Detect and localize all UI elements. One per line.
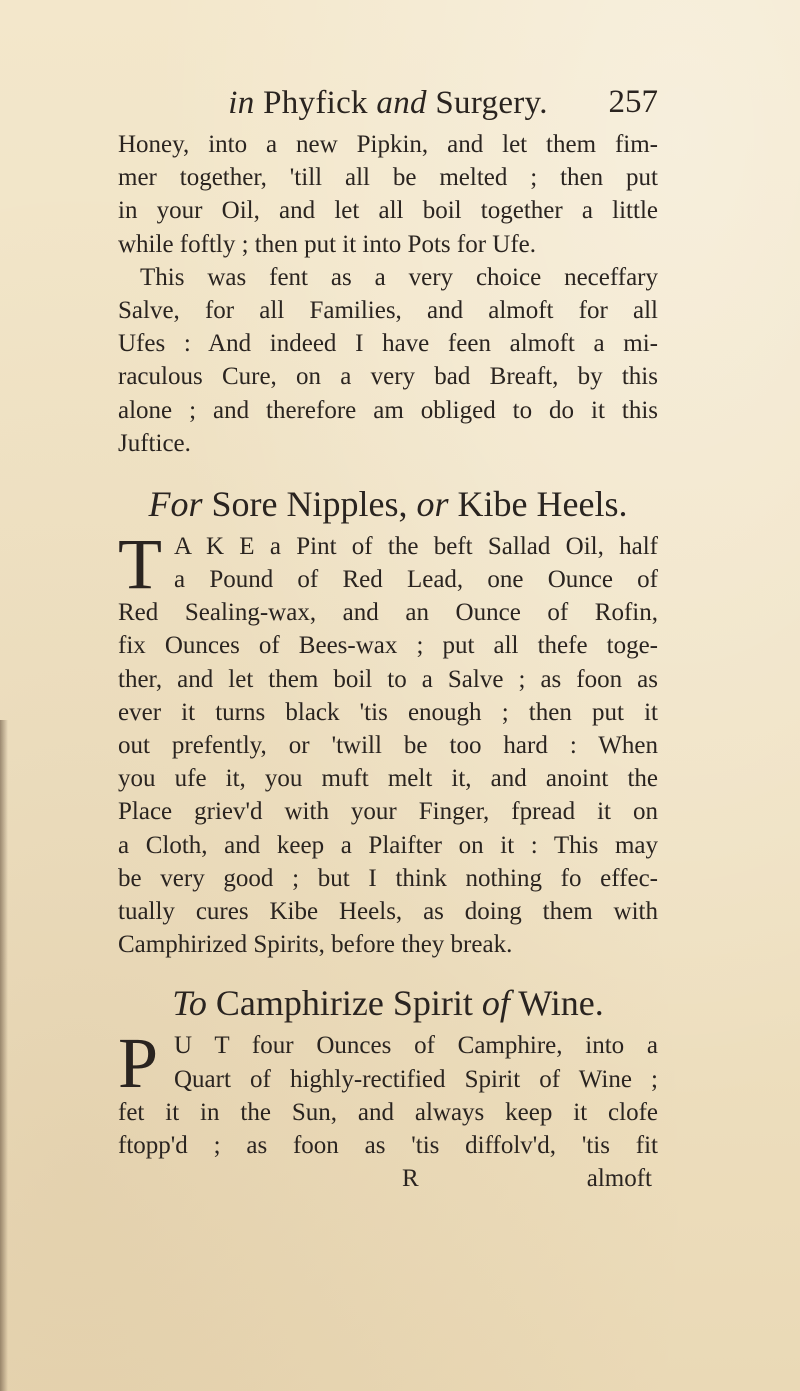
- text-line: A K E a Pint of the beft Sallad Oil, half: [174, 532, 658, 560]
- heading-to: To: [172, 983, 207, 1024]
- page-footer: [118, 1162, 658, 1195]
- section-heading-sore-nipples: [118, 482, 658, 526]
- catchword: almoft: [586, 1165, 652, 1193]
- heading-camphirize-spirit: Camphirize Spirit: [215, 983, 473, 1024]
- heading-wine: Wine.: [518, 983, 604, 1024]
- text-line: fix Ounces of Bees-wax ; put all thefe toge-: [118, 632, 658, 660]
- page-number: 257: [608, 84, 658, 120]
- text-line: Salve, for all Families, and almoft for all: [118, 296, 658, 324]
- running-title-and: and: [376, 85, 427, 121]
- running-title-in: in: [228, 85, 255, 121]
- text-line: alone ; and therefore am obliged to do it this: [118, 396, 658, 424]
- text-line: while foftly ; then put it into Pots for Ufe.: [118, 230, 537, 258]
- text-line: Juftice.: [118, 429, 191, 457]
- text-line: Quart of highly-rectified Spirit of Wine ;: [174, 1065, 658, 1093]
- text-line: This was fent as a very choice neceffary: [140, 263, 658, 291]
- text-line: out prefently, or 'twill be too hard : When: [118, 732, 658, 759]
- drop-cap: T: [118, 523, 162, 604]
- text-line: ther, and let them boil to a Salve ; as foon as: [118, 665, 658, 693]
- running-title-surgery: Surgery.: [435, 85, 548, 121]
- text-line: in your Oil, and let all boil together a little: [118, 197, 658, 225]
- paragraph-salve-note: [118, 261, 658, 460]
- heading-for: For: [148, 483, 203, 524]
- heading-sore-nipples: Sore Nipples,: [211, 483, 408, 524]
- page-edge-shadow: [0, 720, 8, 1391]
- text-line: be very good ; but I think nothing fo effec-: [118, 864, 658, 892]
- text-line: a Pound of Red Lead, one Ounce of: [174, 566, 658, 594]
- text-line: U T four Ounces of Camphire, into a: [174, 1032, 658, 1060]
- running-head: [118, 76, 658, 128]
- text-line: ever it turns black 'tis enough ; then put it: [118, 698, 658, 726]
- section-heading-camphirize: [118, 981, 658, 1025]
- paragraph-put-recipe: [118, 1023, 658, 1162]
- text-line: Place griev'd with your Finger, fpread it on: [118, 798, 658, 826]
- text-line: Ufes : And indeed I have feen almoft a mi-: [118, 330, 658, 358]
- text-line: ftopp'd ; as foon as 'tis diffolv'd, 'tis fit: [118, 1131, 658, 1159]
- text-line: Red Sealing-wax, and an Ounce of Rofin,: [118, 599, 658, 627]
- text-line: Honey, into a new Pipkin, and let them fim-: [118, 131, 658, 158]
- heading-or: or: [416, 483, 449, 524]
- heading-of: of: [481, 983, 510, 1024]
- heading-kibe-heels: Kibe Heels.: [457, 483, 628, 524]
- drop-cap: P: [118, 1023, 159, 1104]
- paragraph-honey: [118, 128, 658, 261]
- paragraph-take-recipe: [118, 523, 658, 961]
- text-line: tually cures Kibe Heels, as doing them with: [118, 897, 658, 925]
- text-line: Camphirized Spirits, before they break.: [118, 931, 513, 959]
- running-title: [228, 85, 548, 121]
- text-line: fet it in the Sun, and always keep it clofe: [118, 1098, 658, 1126]
- text-line: you ufe it, you muft melt it, and anoint the: [118, 765, 658, 793]
- text-line: raculous Cure, on a very bad Breaft, by this: [118, 363, 658, 391]
- text-line: a Cloth, and keep a Plaifter on it : This may: [118, 831, 658, 859]
- text-line: mer together, 'till all be melted ; then put: [118, 164, 658, 192]
- running-title-physick: Phyfick: [263, 85, 368, 121]
- signature-mark: R: [402, 1165, 419, 1193]
- text-column: [118, 76, 658, 1195]
